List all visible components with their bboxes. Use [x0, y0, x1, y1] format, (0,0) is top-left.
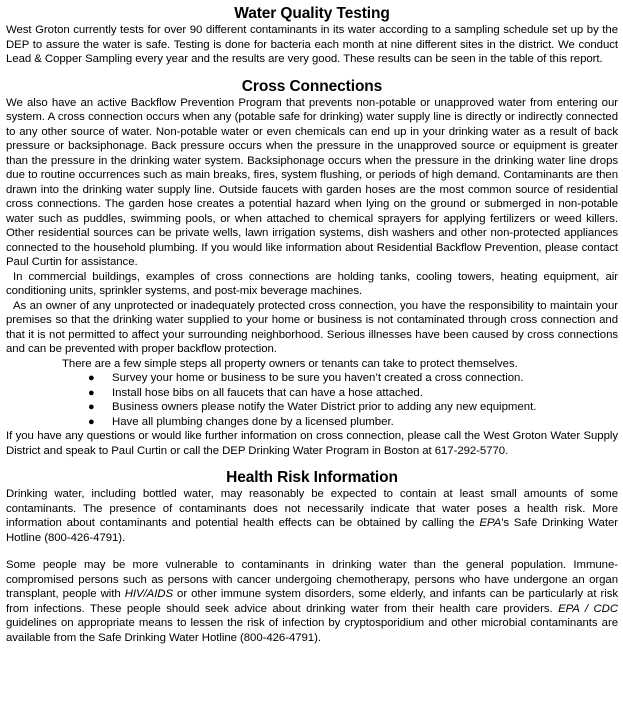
health-risk-p1-text-b: ’s Safe Drinking Water Hotline (800-426-4791). [6, 517, 618, 544]
steps-list [6, 371, 618, 429]
health-risk-p2-text-b: or other immune system disorders, some elderly, and infants can be particularly at risk from infections. These people should seek advice about drinking water from their health care providers. [6, 588, 618, 615]
list-item [6, 400, 618, 415]
hiv-aids-label: HIV/AIDS [124, 588, 174, 600]
paragraph-spacer [6, 545, 618, 558]
health-risk-p2-text-c: guidelines on appropriate means to lessen the risk of infection by cryptosporidium and other microbial contaminants are available from the Safe Drinking Water Hotline (800-426-4791). [6, 617, 618, 644]
water-quality-heading: Water Quality Testing [234, 5, 390, 22]
step-text: Install hose bibs on all faucets that can have a hose attached. [112, 386, 423, 399]
cross-connections-heading: Cross Connections [241, 77, 383, 95]
health-risk-paragraph-2 [6, 558, 618, 645]
water-quality-paragraph: West Groton currently tests for over 90 different contaminants in its water according to a sampling schedule set up by the DEP to assure the water is safe. Testing is done for bacteria each month at nine different sites in the district. We conduct Lead & Copper Sampling every year and the results are very good. These results can be seen in the table of this report. [6, 24, 618, 65]
step-text: Business owners please notify the Water District prior to adding any new equipment. [112, 401, 537, 413]
step-text: Survey your home or business to be sure you haven’t created a cross connection. [112, 372, 524, 384]
cross-connections-closing: If you have any questions or would like further information on cross connection, please call the West Groton Water Supply District and speak to Paul Curtin or call the DEP Drinking Water Program in Boston at 617-292-5770. [6, 430, 618, 457]
water-quality-section [6, 5, 618, 67]
list-item [6, 386, 618, 401]
health-risk-p1-text-a: Drinking water, including bottled water, may reasonably be expected to contain at least small amounts of some contaminants. The presence of contaminants does not necessarily indicate that water poses a health risk. More information about contaminants and potential health effects can be obtained by calling the [6, 488, 618, 529]
health-risk-section [6, 469, 618, 645]
cross-connections-section [6, 78, 618, 459]
health-risk-paragraph-1 [6, 487, 618, 545]
step-text: Have all plumbing changes done by a licensed plumber. [112, 415, 394, 428]
bullet-icon: ● [88, 415, 95, 428]
list-item [6, 371, 618, 386]
steps-intro: There are a few simple steps all property owners or tenants can take to protect themselves. [62, 357, 518, 370]
cross-connections-paragraph-1: We also have an active Backflow Prevention Program that prevents non-potable or unapproved water from entering our system. A cross connection occurs when any (potable safe for drinking) water supply line is directly or indirectly connected to any other source of water. Non-potable water or even chemicals can end up in your drinking water as a result of back pressure or backsiphonage. Back pressure occurs when the pressure in the unapproved source or equipment is greater than the pressure in the drinking water system. Backsiphonage occurs when the pressure in the drinking water line drops due to routine occurrences such as main breaks, fires, system flushing, or periods of high demand. Contaminants are then drawn into the drinking water supply line. Outside faucets with garden hoses are the most common source of residential cross connections. The garden hose creates a potential hazard when lying on the ground or submerged in non-potable water such as puddles, swimming pools, or when attached to chemical sprayers for applying fertilizers or weed killers. Other residential sources can be private wells, lawn irrigation systems, dish washers and other non-protected appliances connected to the household plumbing. If you would like information about Residential Backflow Prevention, please contact Paul Curtin for assistance. [6, 96, 618, 268]
list-item [6, 415, 618, 430]
cross-connections-paragraph-2: In commercial buildings, examples of cross connections are holding tanks, cooling towers, heating equipment, air conditioning units, sprinkler systems, and post-mix beverage machines. [6, 270, 618, 297]
epa-label: EPA [479, 517, 502, 529]
cross-connections-paragraph-3: As an owner of any unprotected or inadequately protected cross connection, you have the responsibility to maintain your premises so that the drinking water supplied to your home or business is not contaminated through cross connection and that it is not permitted to affect your surrounding neighborhood. Serious illnesses have been caused by cross connections and can be prevented with proper backflow protection. [6, 299, 618, 355]
health-risk-heading: Health Risk Information [226, 469, 398, 486]
bullet-icon: ● [88, 372, 95, 384]
bullet-icon: ● [88, 401, 95, 413]
health-risk-p2-text-a: Some people may be more vulnerable to contaminants in drinking water than the general population. Immune-compromised persons such as persons with cancer undergoing chemotherapy, persons who have undergone an organ transplant, people with [6, 559, 618, 600]
epa-cdc-label: EPA / CDC [558, 602, 618, 615]
bullet-icon: ● [88, 386, 95, 399]
